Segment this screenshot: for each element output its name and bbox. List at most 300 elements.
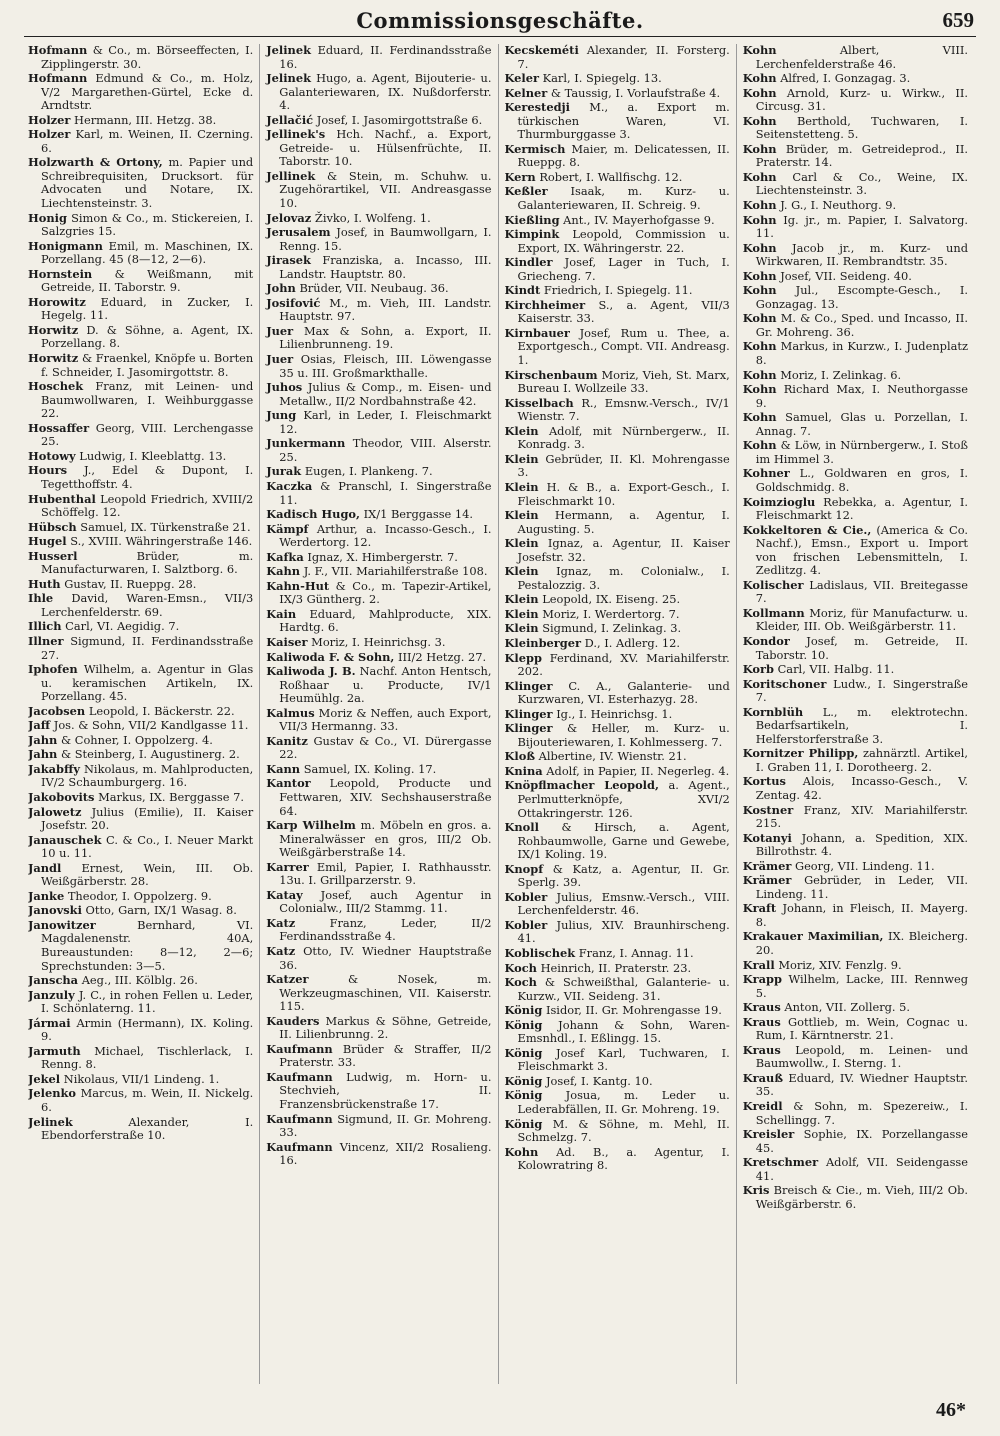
entry-name: Juer	[266, 323, 294, 338]
entry-details: Jul., Escompte-Gesch., I. Gonzagag. 13.	[755, 283, 968, 311]
entry-name: Kindler	[504, 255, 553, 270]
entry-details: Ignaz, m. Colonialw., I. Pestalozzig. 3.	[517, 564, 730, 592]
entry-name: Kornitzer Philipp,	[742, 746, 859, 761]
entry-details: & Pranschl, I. Singerstraße 11.	[279, 478, 492, 507]
directory-entry	[28, 156, 253, 210]
entry-name: Kloß	[504, 749, 535, 764]
directory-entry	[743, 496, 968, 523]
directory-entry	[28, 862, 253, 889]
directory-entry	[266, 480, 491, 507]
directory-entry	[505, 299, 730, 326]
entry-details: Carl, VI. Aegidig. 7.	[65, 619, 180, 634]
entry-details: m. Möbeln en gros. a. Mineralwässer en gros, III/2 Ob. Weißgärberstraße 14.	[279, 818, 492, 860]
entry-details: Ludwig, m. Horn- u. Stechvieh, II. Franzensbrückenstraße 17.	[279, 1069, 492, 1112]
entry-name: Klein	[504, 606, 539, 621]
entry-details: Carl & Co., Weine, IX. Liechtensteinstr. 3.	[755, 169, 969, 198]
entry-details: Ignaz, a. Agentur, II. Kaiser Josefstr. 32.	[517, 536, 730, 564]
directory-entry	[505, 143, 730, 170]
entry-name: Kolischer	[742, 577, 804, 592]
entry-name: Jármai	[28, 1015, 71, 1030]
entry-name: Krauß	[742, 1070, 783, 1085]
directory-entry	[743, 143, 968, 170]
entry-name: Jurak	[266, 464, 302, 479]
entry-details: Isaak, m. Kurz- u. Galanteriewaren, II. Schreig. 9.	[517, 184, 730, 213]
entry-details: Julius, Emsnw.-Versch., VIII. Lerchenfelderstr. 46.	[517, 889, 730, 918]
directory-entry	[28, 324, 253, 351]
directory-entry	[266, 508, 491, 522]
entry-name: Kanitz	[266, 733, 308, 748]
directory-entry	[505, 622, 730, 636]
entry-name: Koblischek	[504, 946, 576, 960]
entry-details: Moriz, XIV. Fenzlg. 9.	[778, 957, 902, 972]
directory-entry	[28, 493, 253, 520]
directory-entry	[505, 537, 730, 564]
directory-entry	[743, 1044, 968, 1071]
directory-entry	[28, 422, 253, 449]
entry-details: Samuel, IX. Koling. 17.	[303, 761, 437, 776]
entry-details: Moriz, I. Zelinkag. 6.	[780, 367, 902, 382]
column-1	[28, 44, 259, 1384]
entry-details: & Fraenkel, Knöpfe u. Borten f. Schneider, I. Jasomirgottstr. 8.	[41, 351, 254, 379]
entry-name: Klinger	[504, 721, 553, 736]
directory-entry	[28, 296, 253, 323]
directory-entry	[266, 282, 491, 296]
directory-entry	[266, 580, 491, 607]
entry-name: Ihle	[28, 591, 54, 606]
entry-name: Kohn	[742, 311, 777, 326]
entry-details: Ad. B., a. Agentur, I. Kolowratring 8.	[517, 1144, 730, 1173]
entry-name: Keler	[504, 71, 539, 86]
directory-entry	[266, 608, 491, 635]
entry-details: Jos. & Sohn, VII/2 Kandlgasse 11.	[53, 718, 249, 733]
entry-details: Ladislaus, VII. Breitegasse 7.	[755, 577, 969, 606]
entry-name: Jarmuth	[28, 1043, 81, 1058]
directory-entry	[505, 652, 730, 679]
entry-details: Hermann, a. Agentur, I. Augusting. 5.	[517, 508, 730, 536]
entry-details: & Hirsch, a. Agent, Rohbaumwolle, Garne und Gewebe, IX/1 Koling. 19.	[517, 820, 730, 862]
entry-details: Max & Sohn, a. Export, II. Lilienbrunneng. 19.	[279, 323, 492, 352]
directory-entry	[28, 663, 253, 704]
entry-name: Kreisler	[742, 1127, 795, 1142]
directory-entry	[505, 185, 730, 212]
entry-details: Albertine, IV. Wienstr. 21.	[538, 749, 687, 764]
directory-entry	[505, 821, 730, 862]
entry-name: Jerusalem	[266, 225, 331, 240]
entry-name: Koch	[504, 975, 537, 990]
entry-details: IX. Bleicherg. 20.	[755, 929, 969, 957]
entry-details: Josef, m. Getreide, II. Taborstr. 10.	[755, 633, 969, 662]
entry-name: Illich	[28, 619, 62, 634]
entry-name: Krämer	[742, 858, 792, 873]
entry-name: Kohn	[504, 1144, 539, 1159]
entry-name: Klein	[504, 564, 539, 579]
directory-entry	[743, 959, 968, 973]
column-3	[498, 44, 736, 1384]
directory-entry	[28, 974, 253, 988]
entry-details: Markus, in Kurzw., I. Judenplatz 8.	[755, 339, 968, 368]
entry-details: Wilhelm, a. Agentur in Glas u. keramischen Artikeln, IX. Porzellang. 45.	[41, 662, 254, 704]
entry-name: John	[266, 281, 296, 296]
entry-name: Holzer	[28, 112, 71, 127]
entry-name: Horowitz	[28, 294, 86, 309]
directory-entry	[28, 212, 253, 239]
entry-name: Hübsch	[28, 519, 77, 534]
entry-details: IX/1 Berggasse 14.	[363, 507, 474, 522]
directory-entry	[266, 353, 491, 380]
entry-name: Junkermann	[266, 436, 346, 451]
entry-details: J., Edel & Dupont, I. Tegetthoffstr. 4.	[41, 463, 254, 491]
entry-name: Jacobsen	[28, 703, 86, 718]
directory-entry	[28, 578, 253, 592]
directory-entry	[743, 284, 968, 311]
entry-name: König	[504, 1045, 543, 1060]
entry-details: Gebrüder, in Leder, VII. Lindeng. 11.	[755, 873, 968, 901]
entry-details: Adolf, in Papier, II. Negerleg. 4.	[546, 763, 730, 778]
directory-entry	[743, 860, 968, 874]
entry-name: Janscha	[28, 973, 79, 988]
directory-entry	[266, 651, 491, 665]
entry-name: Klein	[504, 508, 539, 523]
entry-name: Kotanyi	[742, 830, 792, 845]
directory-entry	[505, 608, 730, 622]
entry-name: Holzer	[28, 127, 71, 142]
entry-details: David, Waren-Emsn., VII/3 Lerchenfelderstr. 69.	[41, 591, 254, 619]
entry-details: Nikolaus, m. Mahlproducten, IV/2 Schaumburgerg. 16.	[41, 761, 254, 790]
directory-entry	[266, 44, 491, 71]
entry-name: Kohn	[742, 438, 777, 453]
directory-entry	[505, 919, 730, 946]
entry-name: Kindt	[504, 283, 541, 298]
entry-name: Katzer	[266, 972, 309, 987]
entry-details: Friedrich, I. Spiegelg. 11.	[543, 283, 693, 298]
entry-name: Kohn	[742, 339, 777, 354]
entry-details: Maier, m. Delicatessen, II. Rueppg. 8.	[517, 141, 730, 170]
entry-name: Kain	[266, 606, 297, 621]
directory-entry	[28, 904, 253, 918]
entry-name: Knoll	[504, 820, 539, 835]
directory-entry	[266, 381, 491, 408]
directory-entry	[505, 44, 730, 71]
directory-entry	[266, 325, 491, 352]
directory-entry	[28, 535, 253, 549]
directory-entry	[743, 44, 968, 71]
directory-entry	[266, 551, 491, 565]
entry-name: Hours	[28, 463, 68, 478]
entry-name: Hotowy	[28, 448, 76, 463]
entry-details: Moriz, Vieh, St. Marx, Bureau I. Wollzeile 33.	[517, 367, 730, 396]
entry-name: Kokkeltoren & Cie.,	[742, 522, 872, 537]
entry-details: M., a. Export m. türkischen Waren, VI. Thurmburggasse 3.	[517, 100, 730, 142]
entry-name: Hofmann	[28, 71, 88, 86]
entry-details: Brüder, m. Manufacturwaren, I. Salztborg. 6.	[41, 548, 254, 577]
entry-details: Nikolaus, VII/1 Lindeng. 1.	[63, 1071, 220, 1086]
directory-entry	[743, 72, 968, 86]
entry-details: Johann & Sohn, Waren-Emsnhdl., I. Eßlingg. 15.	[517, 1017, 730, 1046]
entry-name: Illner	[28, 633, 64, 648]
entry-name: Krämer	[742, 873, 792, 888]
entry-details: Emil, m. Maschinen, IX. Porzellang. 45 (8—12, 2—6).	[41, 238, 254, 267]
entry-details: Leopold, IX. Eiseng. 25.	[542, 592, 681, 607]
entry-details: Leopold, Producte und Fettwaren, XIV. Sechshauserstraße 64.	[279, 776, 492, 818]
directory-entry	[28, 620, 253, 634]
entry-name: König	[504, 1073, 543, 1088]
entry-name: Krall	[742, 957, 775, 972]
directory-entry	[743, 1016, 968, 1043]
directory-entry	[266, 889, 491, 916]
entry-details: Moriz, I. Werdertorg. 7.	[542, 606, 680, 621]
entry-details: Josef, auch Agentur in Colonialw., III/2 Stammg. 11.	[279, 887, 492, 916]
directory-entry	[505, 750, 730, 764]
directory-entry	[266, 1141, 491, 1168]
entry-details: Otto, IV. Wiedner Hauptstraße 36.	[279, 944, 492, 972]
directory-entry	[266, 170, 491, 211]
entry-details: J. F., VII. Mariahilferstraße 108.	[303, 564, 488, 579]
directory-entry	[28, 719, 253, 733]
entry-details: M. & Co., Sped. und Incasso, II. Gr. Mohreng. 36.	[755, 311, 968, 339]
entry-details: & Nosek, m. Werkzeugmaschinen, VII. Kaiserstr. 115.	[279, 972, 492, 1014]
entry-name: Kirschenbaum	[504, 367, 598, 382]
entry-name: König	[504, 1003, 543, 1018]
entry-details: Nachf. Anton Hentsch, Roßhaar u. Producte, IV/1 Heumühlg. 2a.	[279, 664, 492, 706]
entry-details: & Taussig, I. Vorlaufstraße 4.	[550, 85, 721, 100]
entry-name: Kimpink	[504, 227, 560, 242]
entry-name: Kirchheimer	[504, 297, 586, 312]
entry-details: Osias, Fleisch, III. Löwengasse 35 u. III. Großmarkthalle.	[279, 352, 492, 380]
directory-entry	[266, 819, 491, 860]
entry-name: Kaczka	[266, 478, 313, 493]
directory-entry	[266, 114, 491, 128]
entry-details: D., I. Adlerg. 12.	[584, 635, 680, 650]
entry-details: Franz, mit Leinen- und Baumwollwaren, I. Weihburggasse 22.	[41, 379, 254, 421]
directory-entry	[505, 779, 730, 820]
entry-details: Josef, Rum u. Thee, a. Exportgesch., Compt. VII. Andreasg. 1.	[517, 325, 730, 368]
entry-details: & Weißmann, mit Getreide, II. Taborstr. 9.	[41, 266, 254, 295]
entry-details: Georg, VII. Lindeng. 11.	[794, 858, 935, 873]
directory-entry	[28, 592, 253, 619]
entry-name: Kerestedji	[504, 100, 570, 115]
directory-entry	[266, 212, 491, 226]
directory-entry	[505, 1089, 730, 1116]
directory-entry	[505, 1047, 730, 1074]
directory-entry	[743, 383, 968, 410]
directory-entry	[266, 763, 491, 777]
entry-details: Ludwig, I. Kleeblattg. 13.	[79, 448, 227, 463]
directory-entry	[505, 397, 730, 424]
entry-name: Juer	[266, 352, 294, 367]
entry-name: Kohn	[742, 367, 777, 382]
entry-details: Alfred, I. Gonzagag. 3.	[780, 71, 911, 86]
directory-entry	[743, 467, 968, 494]
entry-name: Kris	[742, 1183, 770, 1198]
entry-name: Knopf	[504, 861, 544, 876]
directory-entry	[28, 635, 253, 662]
entry-name: Kleinberger	[504, 635, 582, 650]
entry-details: D. & Söhne, a. Agent, IX. Porzellang. 8.	[41, 322, 254, 351]
entry-details: Vincenz, XII/2 Rosalieng. 16.	[279, 1139, 492, 1168]
entry-details: Ernest, Wein, III. Ob. Weißgärberstr. 28.	[41, 860, 254, 889]
directory-entry	[28, 1087, 253, 1114]
entry-details: Ig. jr., m. Papier, I. Salvatorg. 11.	[755, 212, 968, 241]
entry-name: Janowitzer	[28, 917, 96, 932]
directory-entry	[28, 890, 253, 904]
entry-details: Josef, VII. Seideng. 40.	[780, 268, 912, 283]
entry-name: Kirnbauer	[504, 325, 570, 340]
directory-entry	[266, 973, 491, 1014]
entry-name: Kohn	[742, 71, 777, 86]
directory-entry	[743, 1184, 968, 1211]
entry-name: Kahn	[266, 564, 301, 579]
entry-details: Ferdinand, XV. Mariahilferstr. 202.	[517, 650, 730, 679]
entry-name: Kaliwoda J. B.	[266, 664, 356, 679]
directory-entry	[743, 607, 968, 634]
directory-entry	[28, 521, 253, 535]
entry-name: Kisselbach	[504, 395, 574, 410]
directory-entry	[266, 565, 491, 579]
entry-details: Theodor, I. Oppolzerg. 9.	[67, 888, 212, 903]
entry-details: J. C., in rohen Fellen u. Leder, I. Schönlaterng. 11.	[41, 987, 254, 1016]
entry-details: Edmund & Co., m. Holz, V/2 Margarethen-Gürtel, Ecke d. Arndtstr.	[41, 71, 254, 113]
directory-entry	[505, 593, 730, 607]
entry-details: Julius & Comp., m. Eisen- und Metallw., II/2 Nordbahnstraße 42.	[279, 380, 492, 408]
directory-entry	[505, 284, 730, 298]
entry-details: (America & Co. Nachf.), Emsn., Export u. Import von frischen Lebensmitteln, I. Zedlitzg. 4.	[755, 522, 968, 578]
entry-details: Carl, VII. Halbg. 11.	[777, 662, 895, 677]
entry-name: Iphofen	[28, 662, 78, 677]
entry-details: Michael, Tischlerlack, I. Renng. 8.	[41, 1043, 254, 1072]
entry-details: Gebrüder, II. Kl. Mohrengasse 3.	[517, 451, 730, 480]
entry-name: Kostner	[742, 802, 794, 817]
directory-entry	[28, 806, 253, 833]
directory-entry	[28, 550, 253, 577]
entry-details: Bernhard, VI. Magdalenenstr. 40A, Bureaustunden: 8—12, 2—6; Sprechstunden: 3—5.	[41, 917, 254, 973]
entry-details: Alexander, II. Forsterg. 7.	[517, 44, 730, 71]
directory-entry	[505, 87, 730, 101]
entry-name: Kahn-Hut	[266, 578, 330, 593]
entry-name: Korb	[742, 662, 774, 677]
directory-entry	[505, 962, 730, 976]
directory-entry	[266, 735, 491, 762]
entry-details: Armin (Hermann), IX. Koling. 9.	[41, 1015, 254, 1044]
entry-details: Marcus, m. Wein, II. Nickelg. 6.	[41, 1086, 254, 1115]
entry-details: Johann, in Fleisch, II. Mayerg. 8.	[755, 901, 968, 929]
directory-entry	[28, 1116, 253, 1143]
entry-name: Klein	[504, 621, 539, 636]
entry-details: Johann, a. Spedition, XIX. Billrothstr. 4.	[755, 830, 969, 859]
directory-entry	[266, 665, 491, 706]
entry-details: Brüder, VII. Neubaug. 36.	[299, 281, 449, 296]
entry-details: Anton, VII. Zollerg. 5.	[784, 1000, 911, 1015]
entry-name: Hubenthal	[28, 491, 96, 506]
entry-details: Theodor, VIII. Alserstr. 25.	[279, 436, 492, 464]
entry-name: Kraus	[742, 1000, 781, 1015]
directory-entry	[28, 464, 253, 491]
entry-details: Karl, I. Spiegelg. 13.	[542, 71, 662, 86]
entry-name: Kohn	[742, 44, 777, 57]
entry-details: & Löw, in Nürnbergerw., I. Stoß im Himmel 3.	[755, 438, 968, 466]
entry-name: Kohn	[742, 169, 777, 184]
directory-entry	[266, 777, 491, 818]
entry-details: J. G., I. Neuthorg. 9.	[780, 198, 897, 213]
entry-name: Kreidl	[742, 1099, 783, 1114]
entry-details: Adolf, VII. Seidengasse 41.	[755, 1155, 969, 1183]
entry-details: Hch. Nachf., a. Export, Getreide- u. Hülsenfrüchte, II. Taborstr. 10.	[279, 127, 492, 169]
entry-name: Hofmann	[28, 44, 88, 57]
entry-details: Samuel, IX. Türkenstraße 21.	[80, 519, 251, 534]
entry-name: Krakauer Maximilian,	[742, 929, 884, 944]
entry-name: Kobler	[504, 917, 548, 932]
directory-entry	[28, 380, 253, 421]
entry-details: Rebekka, a. Agentur, I. Fleischmarkt 12.	[755, 494, 968, 523]
entry-details: Otto, Garn, IX/1 Wasag. 8.	[85, 903, 237, 918]
entry-name: Knina	[504, 763, 543, 778]
entry-details: Aeg., III. Kölblg. 26.	[81, 973, 198, 988]
entry-name: Klein	[504, 479, 539, 494]
directory-entry	[266, 465, 491, 479]
entry-details: Josef, Lager in Tuch, I. Griecheng. 7.	[517, 255, 730, 283]
entry-details: Leopold, Commission u. Export, IX. Währingerstr. 22.	[517, 227, 730, 255]
directory-entry	[266, 1071, 491, 1112]
entry-details: Leopold, I. Bäckerstr. 22.	[88, 703, 235, 718]
entry-name: Kohn	[742, 283, 777, 298]
entry-details: Hermann, III. Hetzg. 38.	[74, 112, 217, 127]
entry-details: L., m. elektrotechn. Bedarfsartikeln, I. Helferstorferstraße 3.	[755, 704, 968, 746]
entry-name: Jelinek	[266, 44, 311, 57]
entry-name: Kohn	[742, 410, 777, 425]
entry-details: Eduard, Mahlproducte, XIX. Hardtg. 6.	[279, 606, 492, 635]
entry-details: Markus, IX. Berggasse 7.	[98, 789, 245, 804]
directory-entry	[28, 1017, 253, 1044]
entry-name: Janovski	[28, 903, 82, 918]
directory-entry	[743, 1156, 968, 1183]
directory-entry	[505, 680, 730, 707]
entry-details: Emil, Papier, I. Rathhausstr. 13u. I. Grillparzerstr. 9.	[279, 859, 492, 888]
entry-details: Moriz, I. Heinrichsg. 3.	[311, 634, 446, 649]
entry-name: Katz	[266, 944, 296, 958]
entry-name: Katay	[266, 887, 303, 902]
entry-details: Sigmund, I. Zelinkag. 3.	[542, 621, 682, 636]
entry-name: Janke	[28, 888, 65, 903]
directory-entry	[28, 128, 253, 155]
entry-name: Kann	[266, 761, 301, 776]
entry-details: & Heller, m. Kurz- u. Bijouteriewaren, I. Kohlmesserg. 7.	[517, 721, 730, 749]
directory-entry	[28, 763, 253, 790]
entry-name: Husserl	[28, 548, 78, 563]
entry-name: Karrer	[266, 859, 309, 874]
entry-name: Keßler	[504, 184, 548, 199]
entry-details: Moriz, für Manufacturw. u. Kleider, III. Ob. Weißgärberstr. 11.	[755, 605, 969, 634]
entry-name: Jakobovits	[28, 789, 95, 804]
entry-details: Robert, I. Wallfischg. 12.	[539, 169, 683, 184]
entry-details: C. & Co., I. Neuer Markt 10 u. 11.	[41, 832, 254, 861]
entry-name: Kortus	[742, 774, 786, 789]
directory-entry	[28, 44, 253, 71]
entry-name: Hossaffer	[28, 420, 90, 435]
directory-entry	[743, 270, 968, 284]
entry-name: Juhos	[266, 380, 303, 395]
entry-details: Julius (Emilie), II. Kaiser Josefstr. 20.	[41, 804, 254, 833]
entry-name: Kantor	[266, 776, 311, 791]
entry-name: Holzwarth & Ortony,	[28, 155, 163, 170]
entry-name: Kohn	[742, 141, 777, 156]
entry-details: Sigmund, II. Ferdinandsstraße 27.	[41, 633, 254, 662]
entry-details: Franz, XIV. Mariahilferstr. 215.	[755, 802, 968, 831]
entry-name: Jalowetz	[28, 804, 82, 819]
directory-entry	[505, 708, 730, 722]
entry-name: Jung	[266, 408, 297, 423]
directory-entry	[743, 340, 968, 367]
entry-details: & Schweißthal, Galanterie- u. Kurzw., VII. Seideng. 31.	[517, 975, 730, 1003]
entry-details: Ignaz, X. Himbergerstr. 7.	[307, 549, 458, 564]
